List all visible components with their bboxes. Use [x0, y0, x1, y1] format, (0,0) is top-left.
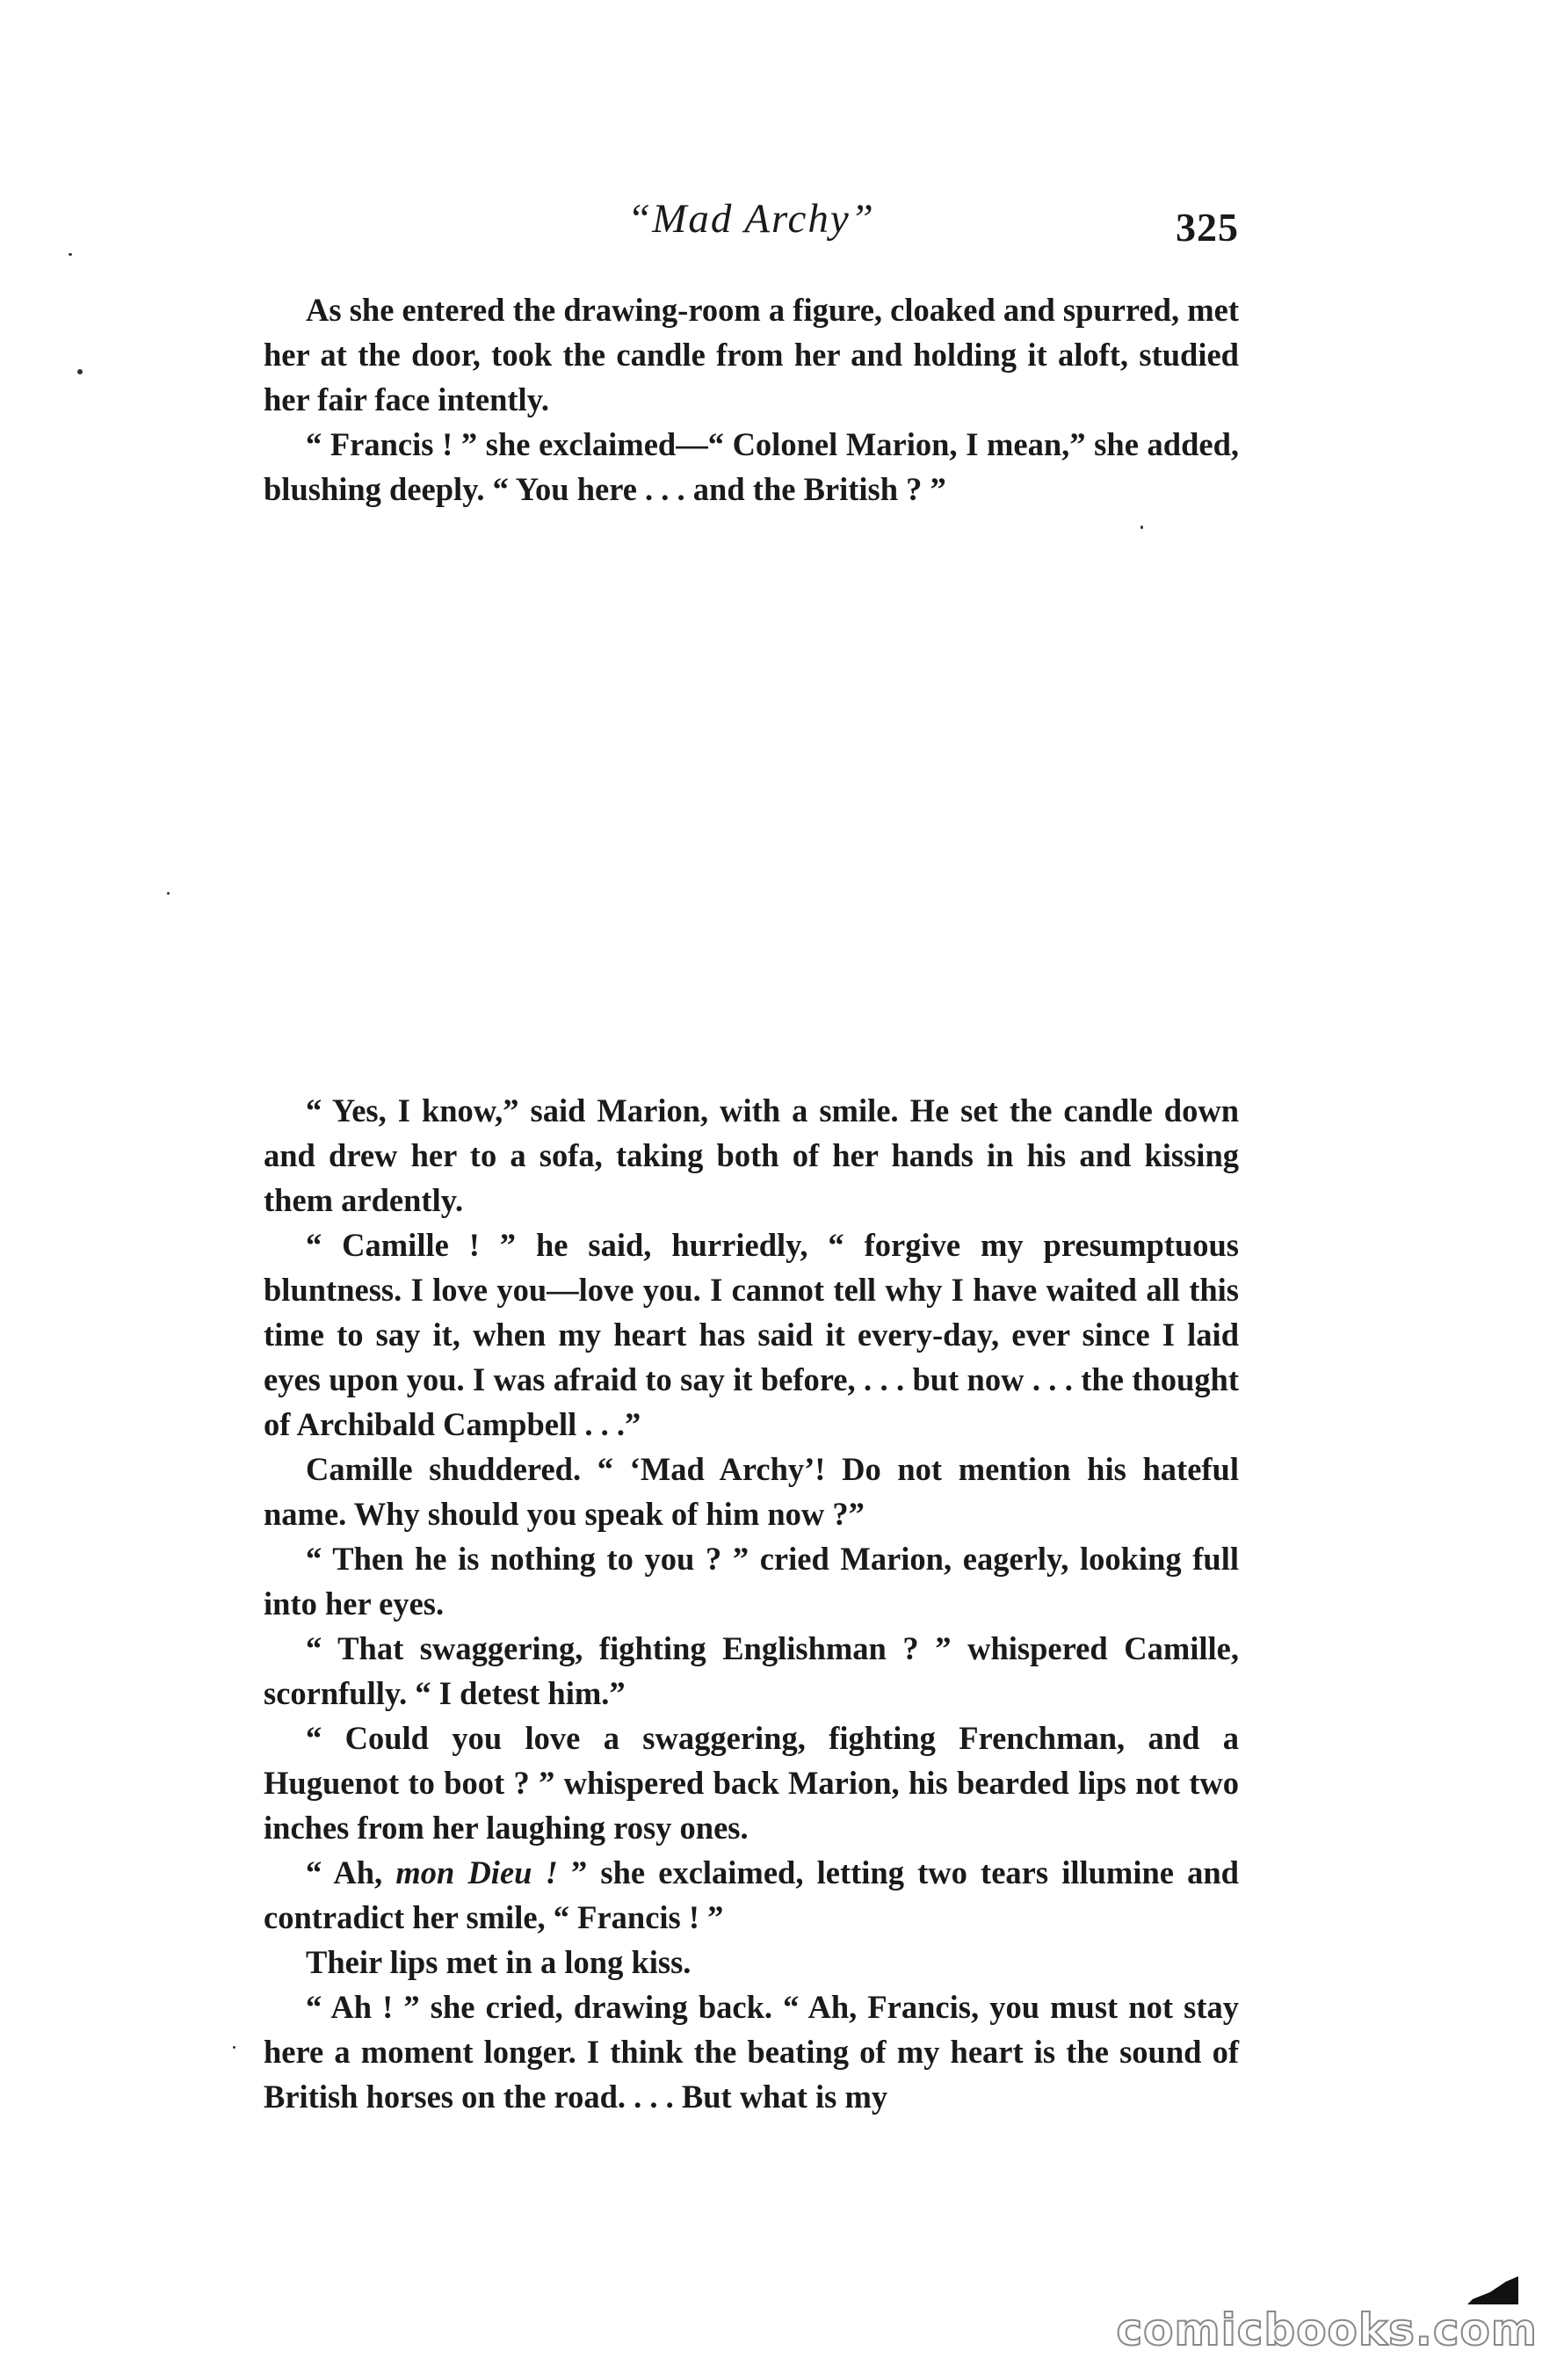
scan-speck: [167, 892, 170, 895]
paragraph: “ Camille ! ” he said, hurriedly, “ forgive my presumptuous bluntness. I love you—love you. I cannot tell why I have waited all this time to say it, when my heart has said it every-day, ever since I laid eyes upon you. I was afraid to say it before, . . . but now . . . the thought of Archibald Campbell . . .”: [264, 1227, 1239, 1442]
foreign-phrase: mon Dieu !: [395, 1854, 558, 1890]
running-head: [264, 195, 1239, 257]
scan-speck: [1140, 526, 1143, 529]
paragraph: “ That swaggering, fighting Englishman ? ” whispered Camille, scornfully. “ I detest him.”: [264, 1630, 1239, 1711]
paragraph: “ Then he is nothing to you ? ” cried Marion, eagerly, looking full into her eyes.: [264, 1541, 1239, 1622]
watermark-text: comicbooks.com: [1116, 2304, 1538, 2355]
watermark: [1116, 2266, 1538, 2362]
scan-speck: [233, 2046, 235, 2049]
paragraph: “ Ah ! ” she cried, drawing back. “ Ah, Francis, you must not stay here a moment longer. I think the beating of my heart is the sound of British horses on the road. . . . But what is my: [264, 1989, 1239, 2115]
running-title: “Mad Archy”: [627, 196, 875, 242]
paragraph-text: ” she exclaimed, letting two tears illumine and contradict her smile, “ Francis ! ”: [264, 1854, 1239, 1935]
paragraph: “ Francis ! ” she exclaimed—“ Colonel Marion, I mean,” she added, blushing deeply. “ You here . . . and the British ? ”: [264, 426, 1239, 507]
text-block-bottom: [264, 1088, 1239, 2119]
scan-speck: [69, 253, 72, 256]
flag-logo-icon: [1464, 2273, 1525, 2308]
paragraph: As she entered the drawing-room a figure, cloaked and spurred, met her at the door, took the candle from her and holding it aloft, studied her fair face intently.: [264, 292, 1239, 417]
paragraph: “ Yes, I know,” said Marion, with a smile. He set the candle down and drew her to a sofa, taking both of her hands in his and kissing them ardently.: [264, 1092, 1239, 1218]
paragraph: “ Could you love a swaggering, fighting Frenchman, and a Huguenot to boot ? ” whispered back Marion, his bearded lips not two inches from her laughing rosy ones.: [264, 1720, 1239, 1846]
page-number: 325: [1176, 205, 1239, 250]
paragraph: [264, 1850, 1239, 1940]
paragraph-text: “ Ah,: [306, 1854, 396, 1890]
paragraph: Their lips met in a long kiss.: [306, 1944, 691, 1980]
text-block-top: [264, 287, 1239, 512]
paragraph: Camille shuddered. “ ‘Mad Archy’! Do not mention his hateful name. Why should you speak of him now ?”: [264, 1451, 1239, 1532]
scan-speck: [77, 369, 83, 374]
